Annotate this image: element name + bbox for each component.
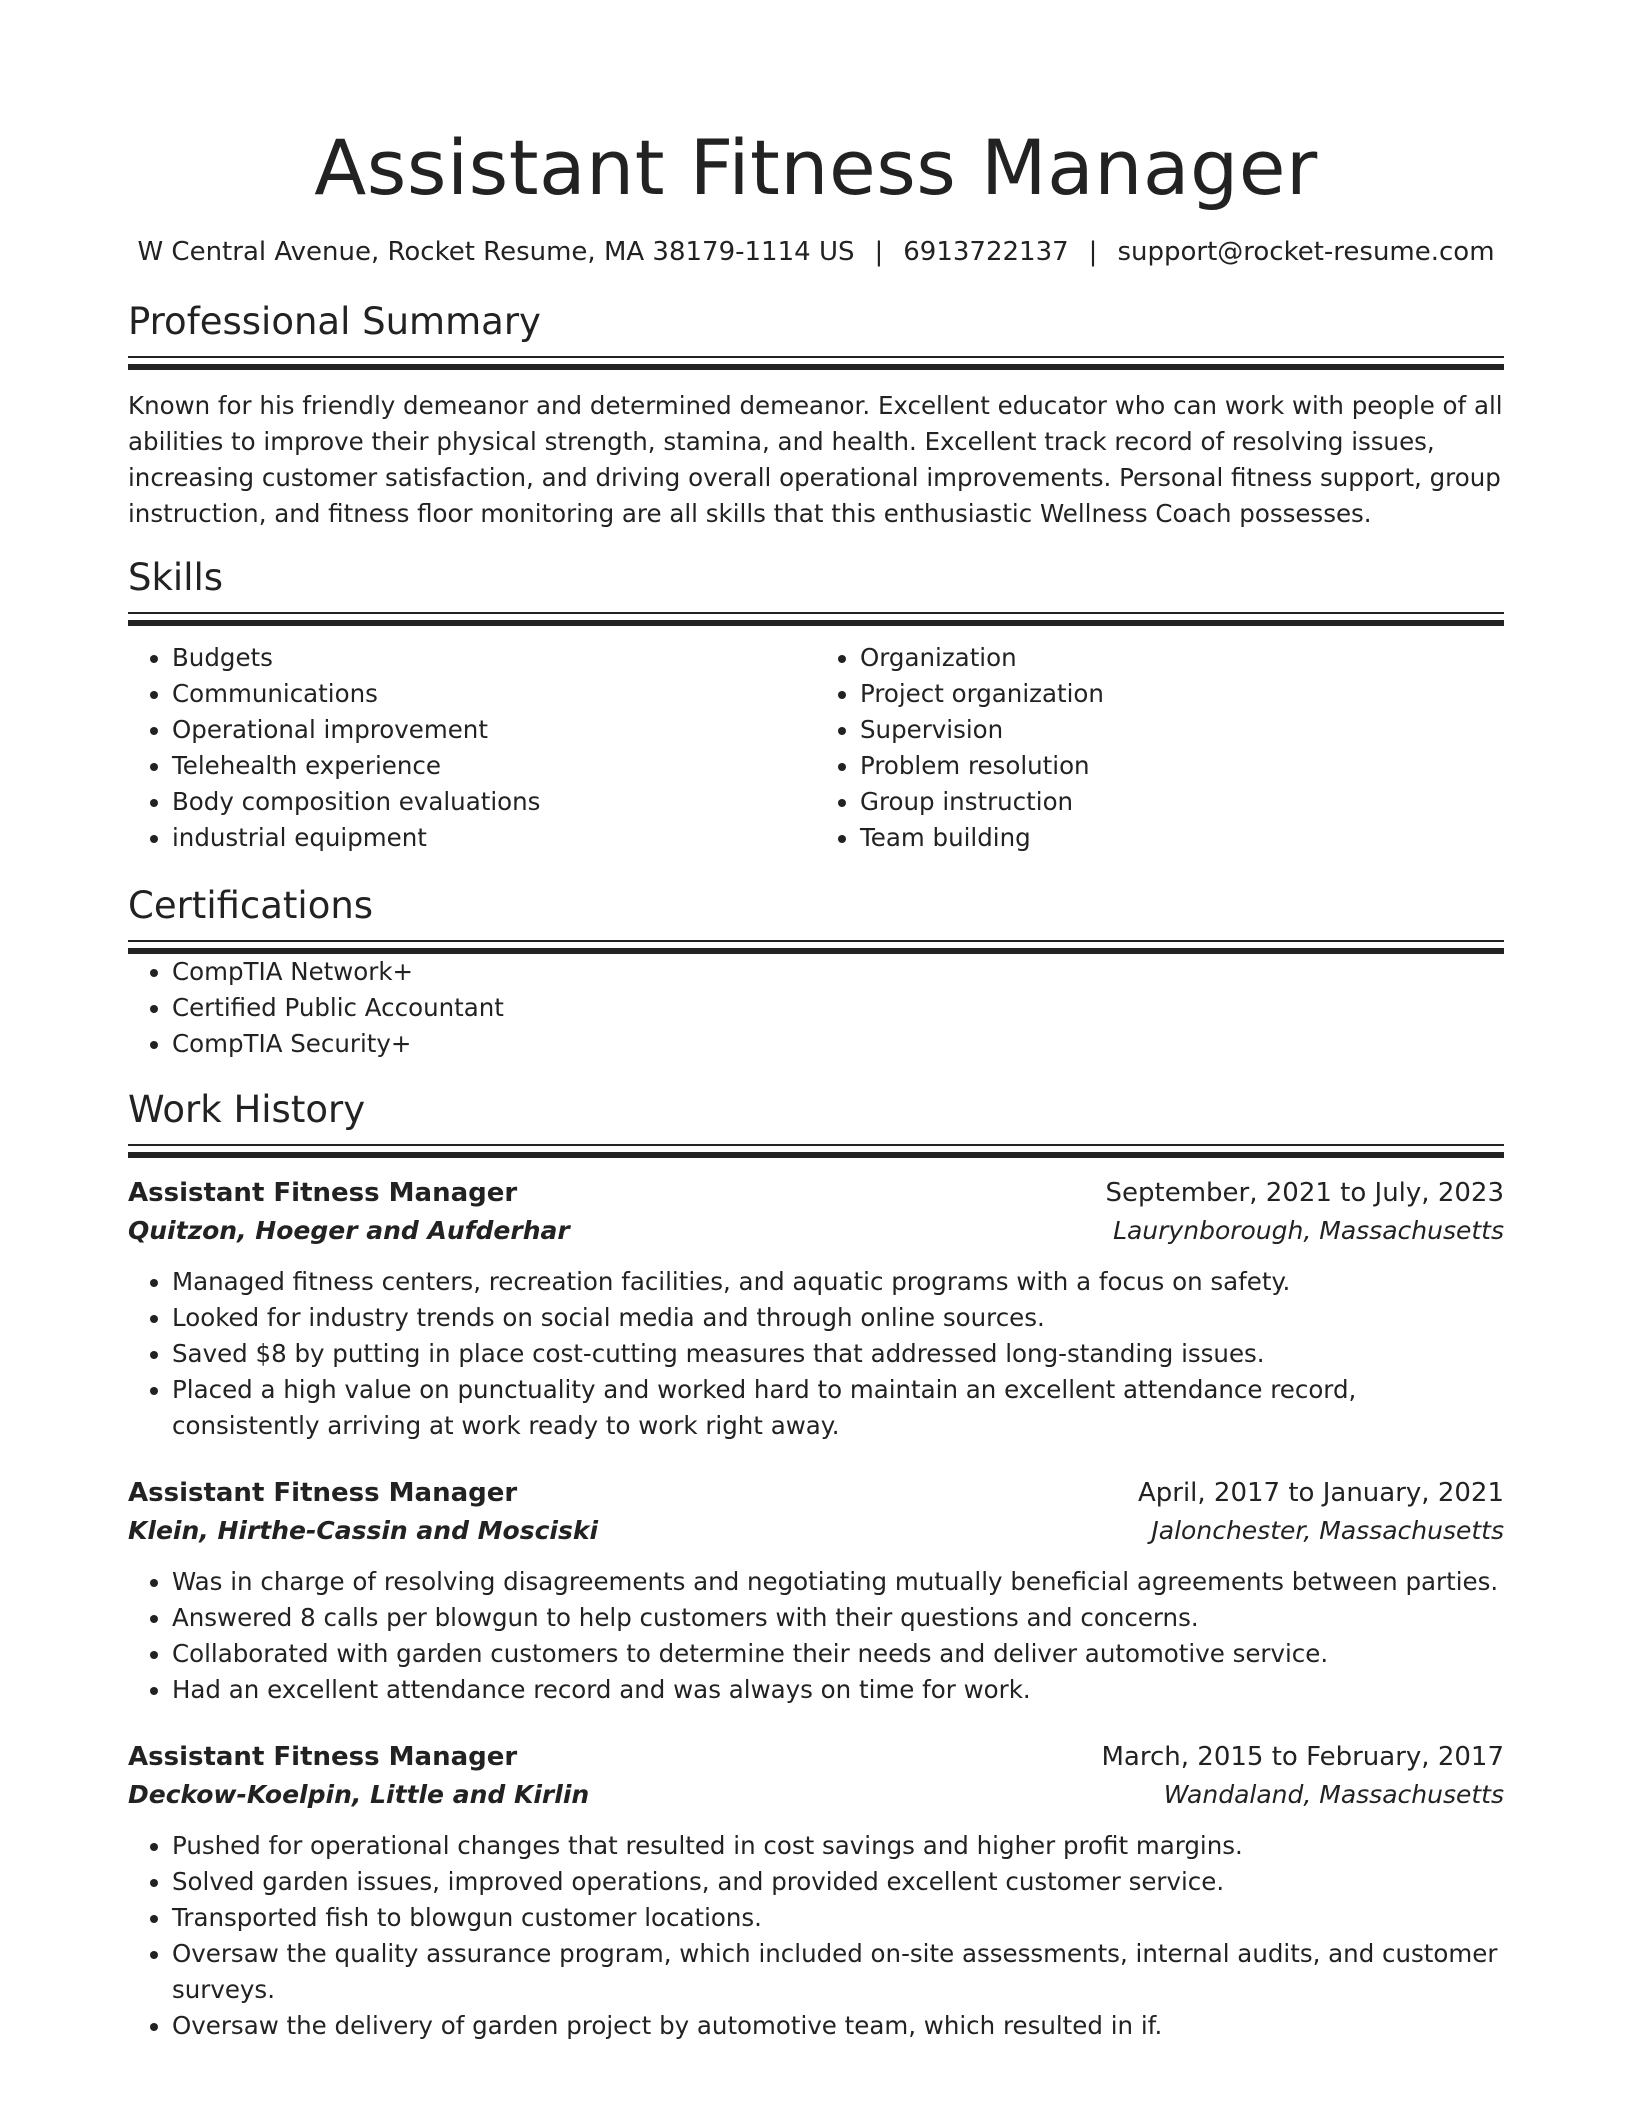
skill-item: • Supervision <box>860 712 1504 748</box>
job-company: Deckow-Koelpin, Little and Kirlin <box>128 1780 590 1809</box>
job-bullet: • Pushed for operational changes that resulted in cost savings and higher profit margins. <box>172 1828 1504 1864</box>
job-bullet: • Placed a high value on punctuality and worked hard to maintain an excellent attendance record, consistently arriving at work ready to work right away. <box>172 1372 1504 1444</box>
contact-phone: 6913722137 <box>903 237 1069 267</box>
job-bullet: • Oversaw the quality assurance program, which included on-site assessments, internal audits, and customer surveys. <box>172 1936 1504 2008</box>
resume-page <box>128 0 1504 2044</box>
job-dates: September, 2021 to July, 2023 <box>1105 1178 1504 1208</box>
contact-line <box>128 234 1504 270</box>
certification-item: • Certified Public Accountant <box>172 990 1504 1026</box>
skill-item: • Communications <box>172 676 816 712</box>
contact-email: support@rocket-resume.com <box>1117 237 1495 267</box>
contact-separator: | <box>1088 237 1098 267</box>
job-bullet: • Looked for industry trends on social media and through online sources. <box>172 1300 1504 1336</box>
certifications-list <box>128 954 1504 1062</box>
resume-title: Assistant Fitness Manager <box>314 123 1318 212</box>
certifications-section <box>128 882 1504 1062</box>
skill-item: • Body composition evaluations <box>172 784 816 820</box>
job-bullet: • Saved $8 by putting in place cost-cutting measures that addressed long-standing issues. <box>172 1336 1504 1372</box>
job-bullet: • Oversaw the delivery of garden project by automotive team, which resulted in if. <box>172 2008 1504 2044</box>
skill-item: • Budgets <box>172 640 816 676</box>
contact-separator: | <box>874 237 884 267</box>
job-entry <box>128 1738 1504 2044</box>
skill-item: • Organization <box>860 640 1504 676</box>
section-title-summary: Professional Summary <box>128 300 541 343</box>
job-bullets <box>128 1828 1504 2044</box>
job-bullet: • Transported fish to blowgun customer locations. <box>172 1900 1504 1936</box>
summary-section <box>128 298 1504 532</box>
skill-item: • Problem resolution <box>860 748 1504 784</box>
skill-item: • Team building <box>860 820 1504 856</box>
job-entry <box>128 1474 1504 1708</box>
job-location: Wandaland, Massachusetts <box>1163 1780 1504 1809</box>
skill-item: • Project organization <box>860 676 1504 712</box>
job-bullet: • Managed fitness centers, recreation facilities, and aquatic programs with a focus on safety. <box>172 1264 1504 1300</box>
skill-item: • Operational improvement <box>172 712 816 748</box>
skill-item: • Telehealth experience <box>172 748 816 784</box>
job-dates: April, 2017 to January, 2021 <box>1137 1478 1504 1508</box>
certification-item: • CompTIA Security+ <box>172 1026 1504 1062</box>
section-divider <box>128 356 1504 370</box>
job-location: Laurynborough, Massachusetts <box>1113 1216 1504 1245</box>
section-divider <box>128 940 1504 954</box>
job-title: Assistant Fitness Manager <box>128 1178 518 1208</box>
job-bullet: • Had an excellent attendance record and was always on time for work. <box>172 1672 1504 1708</box>
job-location: Jalonchester, Massachusetts <box>1151 1516 1504 1545</box>
section-title-work-history: Work History <box>128 1088 366 1131</box>
skill-item: • Group instruction <box>860 784 1504 820</box>
job-bullets <box>128 1264 1504 1444</box>
summary-text: Known for his friendly demeanor and determined demeanor. Excellent educator who can work with people of all abilities to improve their physical strength, stamina, and health. Excellent track record of resolving issues, increasing customer satisfaction, and driving overall operational improvements. Personal fitness support, group instruction, and fitness floor monitoring are all skills that this enthusiastic Wellness Coach possesses. <box>128 391 1503 528</box>
job-bullet: • Collaborated with garden customers to determine their needs and deliver automotive service. <box>172 1636 1504 1672</box>
job-company: Klein, Hirthe-Cassin and Mosciski <box>128 1516 599 1545</box>
section-title-certifications: Certifications <box>128 884 374 927</box>
section-title-skills: Skills <box>128 556 224 599</box>
job-bullet: • Was in charge of resolving disagreements and negotiating mutually beneficial agreements between parties. <box>172 1564 1504 1600</box>
job-title: Assistant Fitness Manager <box>128 1478 518 1508</box>
job-entry <box>128 1174 1504 1444</box>
skills-section <box>128 554 1504 856</box>
skill-item: • industrial equipment <box>172 820 816 856</box>
skills-column-right <box>816 640 1504 856</box>
job-dates: March, 2015 to February, 2017 <box>1101 1742 1504 1772</box>
contact-address: W Central Avenue, Rocket Resume, MA 38179-1114 US <box>137 237 855 267</box>
section-divider <box>128 1144 1504 1158</box>
section-divider <box>128 612 1504 626</box>
job-title: Assistant Fitness Manager <box>128 1742 518 1772</box>
job-bullet: • Solved garden issues, improved operations, and provided excellent customer service. <box>172 1864 1504 1900</box>
certification-item: • CompTIA Network+ <box>172 954 1504 990</box>
job-bullets <box>128 1564 1504 1708</box>
skills-column-left <box>128 640 816 856</box>
work-history-section <box>128 1086 1504 2044</box>
skills-grid <box>128 640 1504 856</box>
job-bullet: • Answered 8 calls per blowgun to help customers with their questions and concerns. <box>172 1600 1504 1636</box>
job-company: Quitzon, Hoeger and Aufderhar <box>128 1216 570 1245</box>
